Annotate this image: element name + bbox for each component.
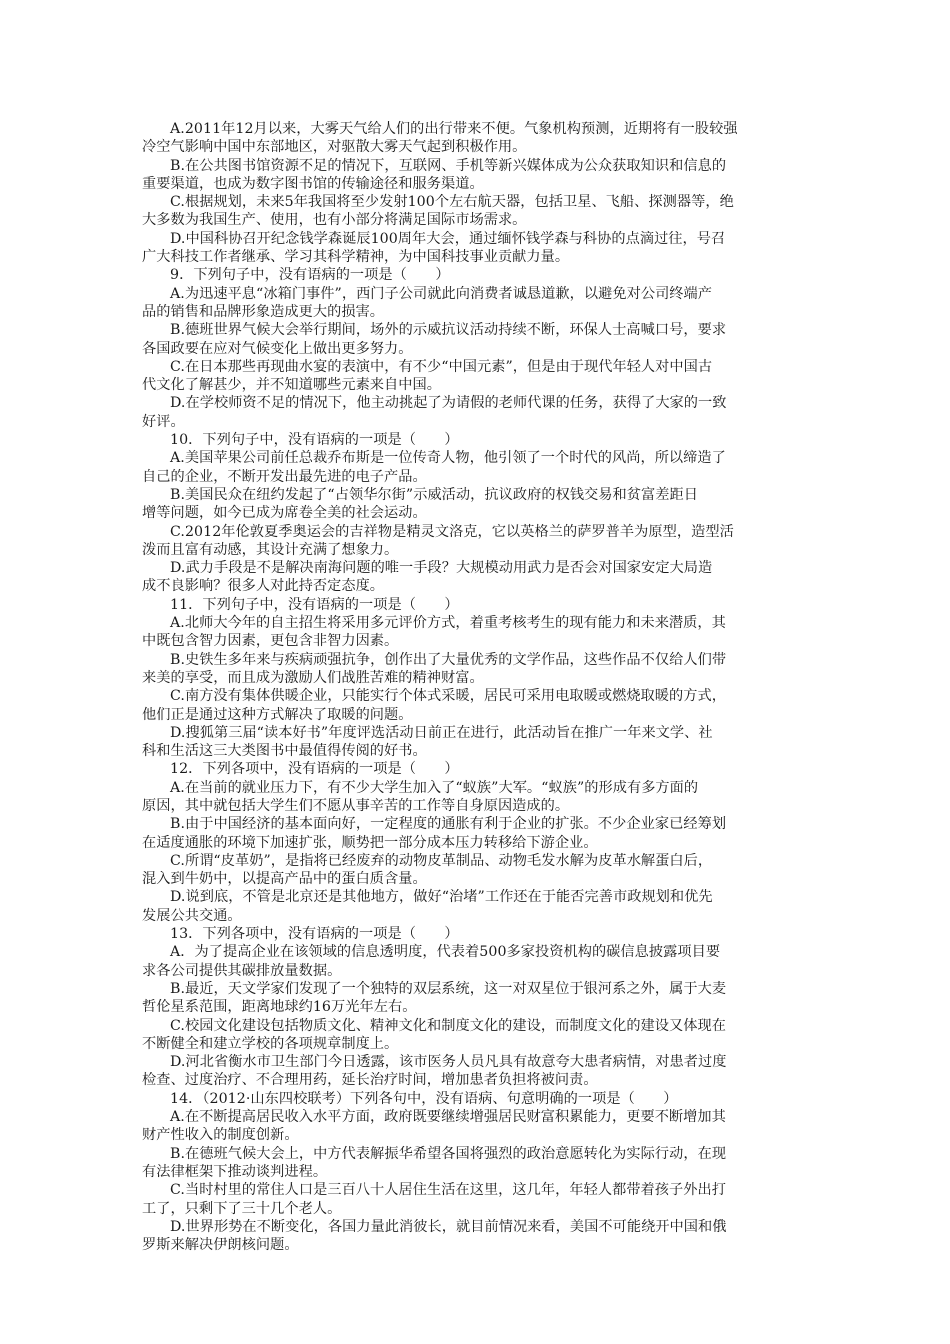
text-line: D.世界形势在不断变化，各国力量此消彼长，就目前情况来看，美国不可能绕开中国和俄 (170, 1218, 727, 1235)
text-line: D.在学校师资不足的情况下，他主动挑起了为请假的老师代课的任务，获得了大家的一致 (170, 395, 727, 412)
text-line: C.根据规划，未来5年我国将至少发射100个左右航天器，包括卫星、飞船、探测器等，绝 (170, 194, 734, 211)
text-line: B.德班世界气候大会举行期间，场外的示威抗议活动持续不断，环保人士高喊口号，要求 (170, 322, 727, 339)
text-line: 广大科技工作者继承、学习其科学精神，为中国科技事业贡献力量。 (142, 249, 570, 266)
text-line: 12．下列各项中，没有语病的一项是（ ） (170, 761, 459, 778)
text-line: 来美的享受，而且成为激励人们战胜苦难的精神财富。 (142, 669, 484, 686)
text-line: 14．（2012·山东四校联考）下列各句中，没有语病、句意明确的一项是（ ） (170, 1090, 678, 1107)
text-line: 10．下列句子中，没有语病的一项是（ ） (170, 432, 459, 449)
text-line: C.所谓“皮革奶”，是指将已经废弃的动物皮革制品、动物毛发水解为皮革水解蛋白后， (170, 852, 713, 869)
text-line: 增等问题，如今已成为席卷全美的社会运动。 (142, 505, 427, 522)
text-line: 13．下列各项中，没有语病的一项是（ ） (170, 926, 459, 943)
text-line: B.美国民众在纽约发起了“占领华尔街”示威活动，抗议政府的权钱交易和贫富差距日 (170, 486, 698, 503)
text-line: C.南方没有集体供暖企业，只能实行个体式采暖，居民可采用电取暖或燃烧取暖的方式， (170, 688, 726, 705)
text-line: 中既包含智力因素，更包含非智力因素。 (142, 633, 399, 650)
text-line: B.最近，天文学家们发现了一个独特的双层系统，这一对双星位于银河系之外，属于大麦 (170, 980, 727, 997)
text-line: 大多数为我国生产、使用，也有小部分将满足国际市场需求。 (142, 212, 527, 229)
text-line: 品的销售和品牌形象造成更大的损害。 (142, 303, 385, 320)
text-line: 11．下列句子中，没有语病的一项是（ ） (170, 596, 459, 613)
text-line: 财产性收入的制度创新。 (142, 1127, 299, 1144)
text-line: B.由于中国经济的基本面向好，一定程度的通胀有利于企业的扩张。不少企业家已经筹划 (170, 816, 727, 833)
text-line: A．为了提高企业在该领域的信息透明度，代表着500多家投资机构的碳信息披露项目要 (170, 944, 721, 961)
text-line: 原因，其中就包括大学生们不愿从事辛苦的工作等自身原因造成的。 (142, 797, 570, 814)
text-line: 重要渠道，也成为数字图书馆的传输途径和服务渠道。 (142, 175, 484, 192)
text-line: 不断健全和建立学校的各项规章制度上。 (142, 1035, 399, 1052)
text-line: B.在公共图书馆资源不足的情况下，互联网、手机等新兴媒体成为公众获取知识和信息的 (170, 157, 727, 174)
text-line: 混入到牛奶中，以提高产品中的蛋白质含量。 (142, 871, 427, 888)
text-line: C.校园文化建设包括物质文化、精神文化和制度文化的建设，而制度文化的建设又体现在 (170, 1017, 726, 1034)
text-line: 求各公司提供其碳排放量数据。 (142, 962, 342, 979)
document-body (142, 120, 818, 1254)
text-line: C.在日本那些再现曲水宴的表演中，有不少“中国元素”，但是由于现代年轻人对中国古 (170, 358, 713, 375)
text-line: 代文化了解甚少，并不知道哪些元素来自中国。 (142, 377, 441, 394)
text-line: A.在不断提高居民收入水平方面，政府既要继续增强居民财富积累能力，更要不断增加其 (170, 1109, 726, 1126)
text-line: 检查、过度治疗、不合理用药，延长治疗时间，增加患者负担将被问责。 (142, 1072, 598, 1089)
text-line: 罗斯来解决伊朗核问题。 (142, 1237, 299, 1254)
text-line: 科和生活这三大类图书中最值得传阅的好书。 (142, 743, 427, 760)
text-line: A.为迅速平息“冰箱门事件”，西门子公司就此向消费者诚恳道歉，以避免对公司终端产 (170, 285, 713, 302)
text-line: A.北师大今年的自主招生将采用多元评价方式，着重考核考生的现有能力和未来潜质，其 (170, 615, 726, 632)
text-line: A.美国苹果公司前任总裁乔布斯是一位传奇人物，他引领了一个时代的风尚，所以缔造了 (170, 450, 726, 467)
text-line: D.武力手段是不是解决南海问题的唯一手段？大规模动用武力是否会对国家安定大局造 (170, 560, 713, 577)
text-line: C.2012年伦敦夏季奥运会的吉祥物是精灵文洛克，它以英格兰的萨罗普羊为原型，造型活 (170, 523, 734, 540)
text-line: 哲伦星系范围，距离地球约16万光年左右。 (142, 999, 417, 1016)
text-line: A.在当前的就业压力下，有不少大学生加入了“蚁族”大军。“蚁族”的形成有多方面的 (170, 779, 699, 796)
text-line: 工了，只剩下了三十几个老人。 (142, 1200, 342, 1217)
text-line: 自己的企业，不断开发出最先进的电子产品。 (142, 468, 427, 485)
text-line: B.史铁生多年来与疾病顽强抗争，创作出了大量优秀的文学作品，这些作品不仅给人们带 (170, 651, 727, 668)
text-line: 好评。 (142, 413, 185, 430)
text-line: B.在德班气候大会上，中方代表解振华希望各国将强烈的政治意愿转化为实际行动，在现 (170, 1145, 727, 1162)
text-line: 9．下列句子中，没有语病的一项是（ ） (170, 267, 450, 284)
text-line: 泼而且富有动感，其设计充满了想象力。 (142, 541, 399, 558)
text-line: 发展公共交通。 (142, 907, 242, 924)
text-line: C.当时村里的常住人口是三百八十人居住生活在这里，这几年，年轻人都带着孩子外出打 (170, 1182, 726, 1199)
text-line: 冷空气影响中国中东部地区，对驱散大雾天气起到积极作用。 (142, 139, 527, 156)
text-line: 有法律框架下推动谈判进程。 (142, 1163, 328, 1180)
text-line: 他们正是通过这种方式解决了取暖的问题。 (142, 706, 413, 723)
text-line: D.中国科协召开纪念钱学森诞辰100周年大会，通过缅怀钱学森与科协的点滴过往，号召 (170, 230, 726, 247)
text-line: 各国政要在应对气候变化上做出更多努力。 (142, 340, 413, 357)
text-line: D.河北省衡水市卫生部门今日透露，该市医务人员凡具有故意夸大患者病情，对患者过度 (170, 1054, 727, 1071)
text-line: 在适度通胀的环境下加速扩张，顺势把一部分成本压力转移给下游企业。 (142, 834, 598, 851)
text-line: D.搜狐第三届“读本好书”年度评选活动日前正在进行，此活动旨在推广一年来文学、社 (170, 724, 713, 741)
text-line: 成不良影响？很多人对此持否定态度。 (142, 578, 385, 595)
text-line: D.说到底，不管是北京还是其他地方，做好“治堵”工作还在于能否完善市政规划和优先 (170, 889, 713, 906)
text-line: A.2011年12月以来，大雾天气给人们的出行带来不便。气象机构预测，近期将有一股较强 (170, 121, 738, 137)
